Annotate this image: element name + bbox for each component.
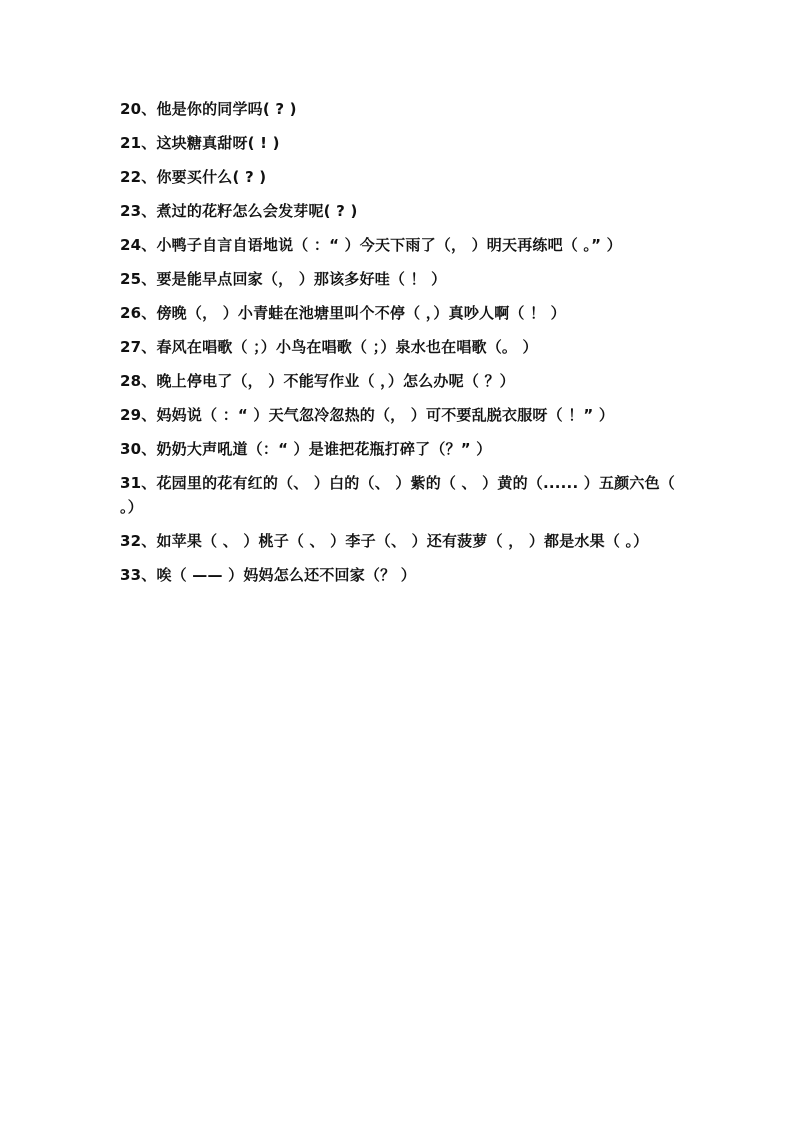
- question-item: 26、傍晚（， ）小青蛙在池塘里叫个不停（ ，）真吵人啊（ ！ ）: [120, 304, 566, 322]
- question-item: 32、如苹果（ 、 ）桃子（ 、 ）李子（、 ）还有菠萝（ ， ）都是水果（ 。）: [120, 532, 649, 550]
- question-item: 27、春风在唱歌（ ；）小鸟在唱歌（ ；）泉水也在唱歌（。 ）: [120, 338, 538, 356]
- question-item: 20、他是你的同学吗( ? ): [120, 100, 297, 118]
- question-item: 24、小鸭子自言自语地说（ ：“ ）今天下雨了（， ）明天再练吧（ 。” ）: [120, 236, 622, 254]
- question-item: 23、煮过的花籽怎么会发芽呢( ? ): [120, 202, 358, 220]
- question-item: 21、这块糖真甜呀( ! ): [120, 134, 280, 152]
- question-item: 25、要是能早点回家（， ）那该多好哇（ ！ ）: [120, 270, 447, 288]
- question-item: 29、妈妈说（ ：“ ）天气忽冷忽热的（， ）可不要乱脱衣服呀（ ！” ）: [120, 406, 615, 424]
- question-item: 30、奶奶大声吼道（：“ ）是谁把花瓶打碎了（？” ）: [120, 440, 492, 458]
- question-item: 22、你要买什么( ? ): [120, 168, 267, 186]
- question-list: [120, 97, 680, 597]
- question-item: 33、唉（ —— ）妈妈怎么还不回家（？ ）: [120, 566, 416, 584]
- question-item: 31、花园里的花有红的（、 ）白的（、 ）紫的（ 、 ）黄的（...... ）五颜六色（ 。）: [120, 474, 675, 516]
- question-item: 28、晚上停电了（， ）不能写作业（ ，）怎么办呢（ ？）: [120, 372, 515, 390]
